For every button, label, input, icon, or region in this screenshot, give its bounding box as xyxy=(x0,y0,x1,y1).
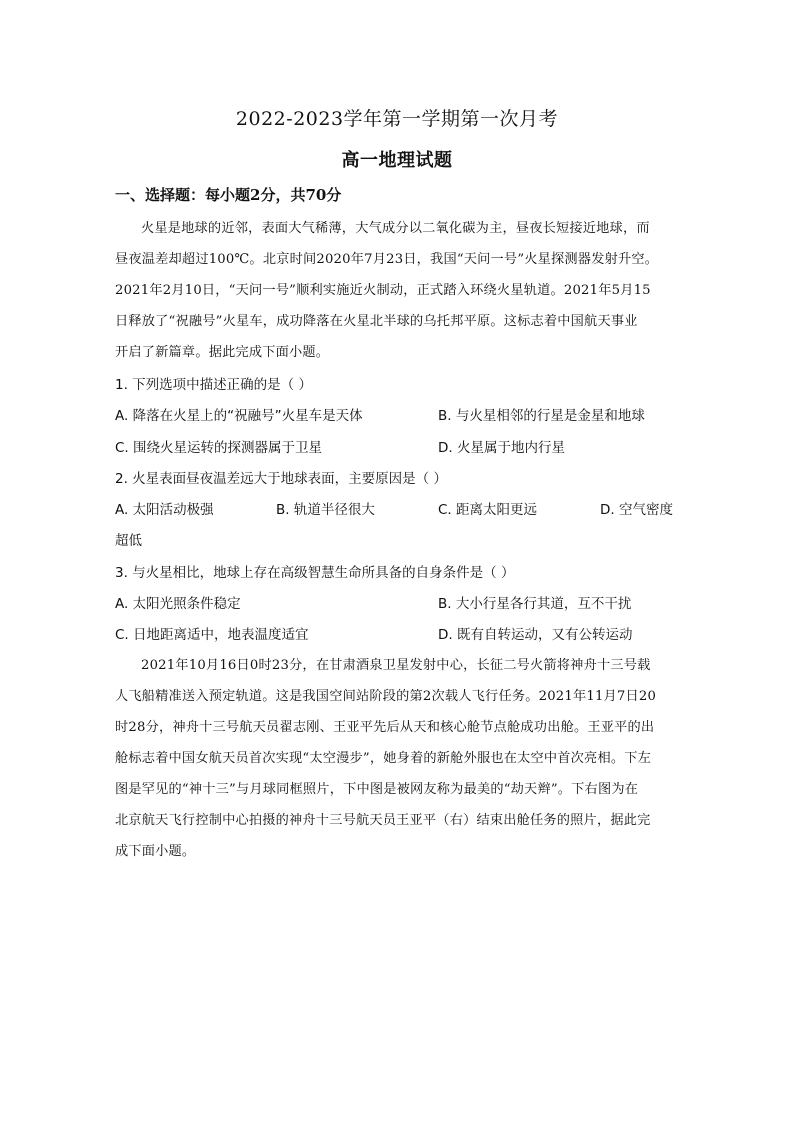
question-3-option-b: B. 大小行星各行其道，互不干扰 xyxy=(438,596,632,612)
question-2-stem: 2. 火星表面昼夜温差远大于地球表面，主要原因是（ ） xyxy=(115,471,447,487)
passage-mars xyxy=(115,213,681,368)
exam-title: 2022-2023学年第一学期第一次月考 xyxy=(235,108,559,130)
passage-line: 成下面小题。 xyxy=(115,844,196,859)
passage-line: 昼夜温差却超过100℃。北京时间2020年7月23日，我国“天问一号”火星探测器发射升空。 xyxy=(115,252,659,267)
passage-line: 北京航天飞行控制中心拍摄的神舟十三号航天员王亚平（右）结束出舱任务的照片，据此完 xyxy=(115,813,651,828)
passage-line: 日释放了“祝融号”火星车，成功降落在火星北半球的乌托邦平原。这标志着中国航天事业 xyxy=(115,314,638,329)
question-3-option-a: A. 太阳光照条件稳定 xyxy=(115,596,241,612)
passage-shenzhou xyxy=(115,650,681,867)
exam-subtitle: 高一地理试题 xyxy=(341,150,453,171)
question-1-option-c: C. 围绕火星运转的探测器属于卫星 xyxy=(115,440,323,456)
question-2-option-a: A. 太阳活动极强 xyxy=(115,502,214,518)
question-2-option-d-wrap: 超低 xyxy=(115,533,142,549)
question-1-option-d: D. 火星属于地内行星 xyxy=(438,440,565,456)
question-2-option-b: B. 轨道半径很大 xyxy=(276,502,375,518)
question-3-option-d: D. 既有自转运动，又有公转运动 xyxy=(438,627,633,643)
question-1-option-a: A. 降落在火星上的“祝融号”火星车是天体 xyxy=(115,408,363,424)
question-1-stem: 1. 下列选项中描述正确的是（ ） xyxy=(115,377,312,393)
passage-line: 火星是地球的近邻，表面大气稀薄，大气成分以二氧化碳为主，昼夜长短接近地球，而 xyxy=(141,221,650,236)
question-2-option-d: D. 空气密度 xyxy=(600,502,673,518)
question-1-option-b: B. 与火星相邻的行星是金星和地球 xyxy=(438,408,645,424)
passage-line: 图是罕见的“神十三”与月球同框照片，下中图是被网友称为最美的“劫天辫”。下右图为在 xyxy=(115,782,639,797)
passage-line: 2021年10月16日0时23分，在甘肃酒泉卫星发射中心，长征二号火箭将神舟十三号载 xyxy=(141,658,651,673)
passage-line: 2021年2月10日，“天问一号”顺利实施近火制动，正式踏入环绕火星轨道。2021年5月15 xyxy=(115,283,651,298)
question-3-stem: 3. 与火星相比，地球上存在高级智慧生命所具备的自身条件是（ ） xyxy=(115,565,515,581)
section-heading: 一、选择题：每小题2分，共70分 xyxy=(115,186,342,204)
passage-line: 舱标志着中国女航天员首次实现“太空漫步”，她身着的新舱外服也在太空中首次亮相。下左 xyxy=(115,751,651,766)
question-2-option-c: C. 距离太阳更远 xyxy=(438,502,538,518)
question-3-option-c: C. 日地距离适中，地表温度适宜 xyxy=(115,627,309,643)
passage-line: 时28分，神舟十三号航天员翟志刚、王亚平先后从天和核心舱节点舱成功出舱。王亚平的出 xyxy=(115,720,655,735)
passage-line: 开启了新篇章。据此完成下面小题。 xyxy=(115,345,330,360)
passage-line: 人飞船精准送入预定轨道。这是我国空间站阶段的第2次载人飞行任务。2021年11月7日20 xyxy=(115,689,657,704)
